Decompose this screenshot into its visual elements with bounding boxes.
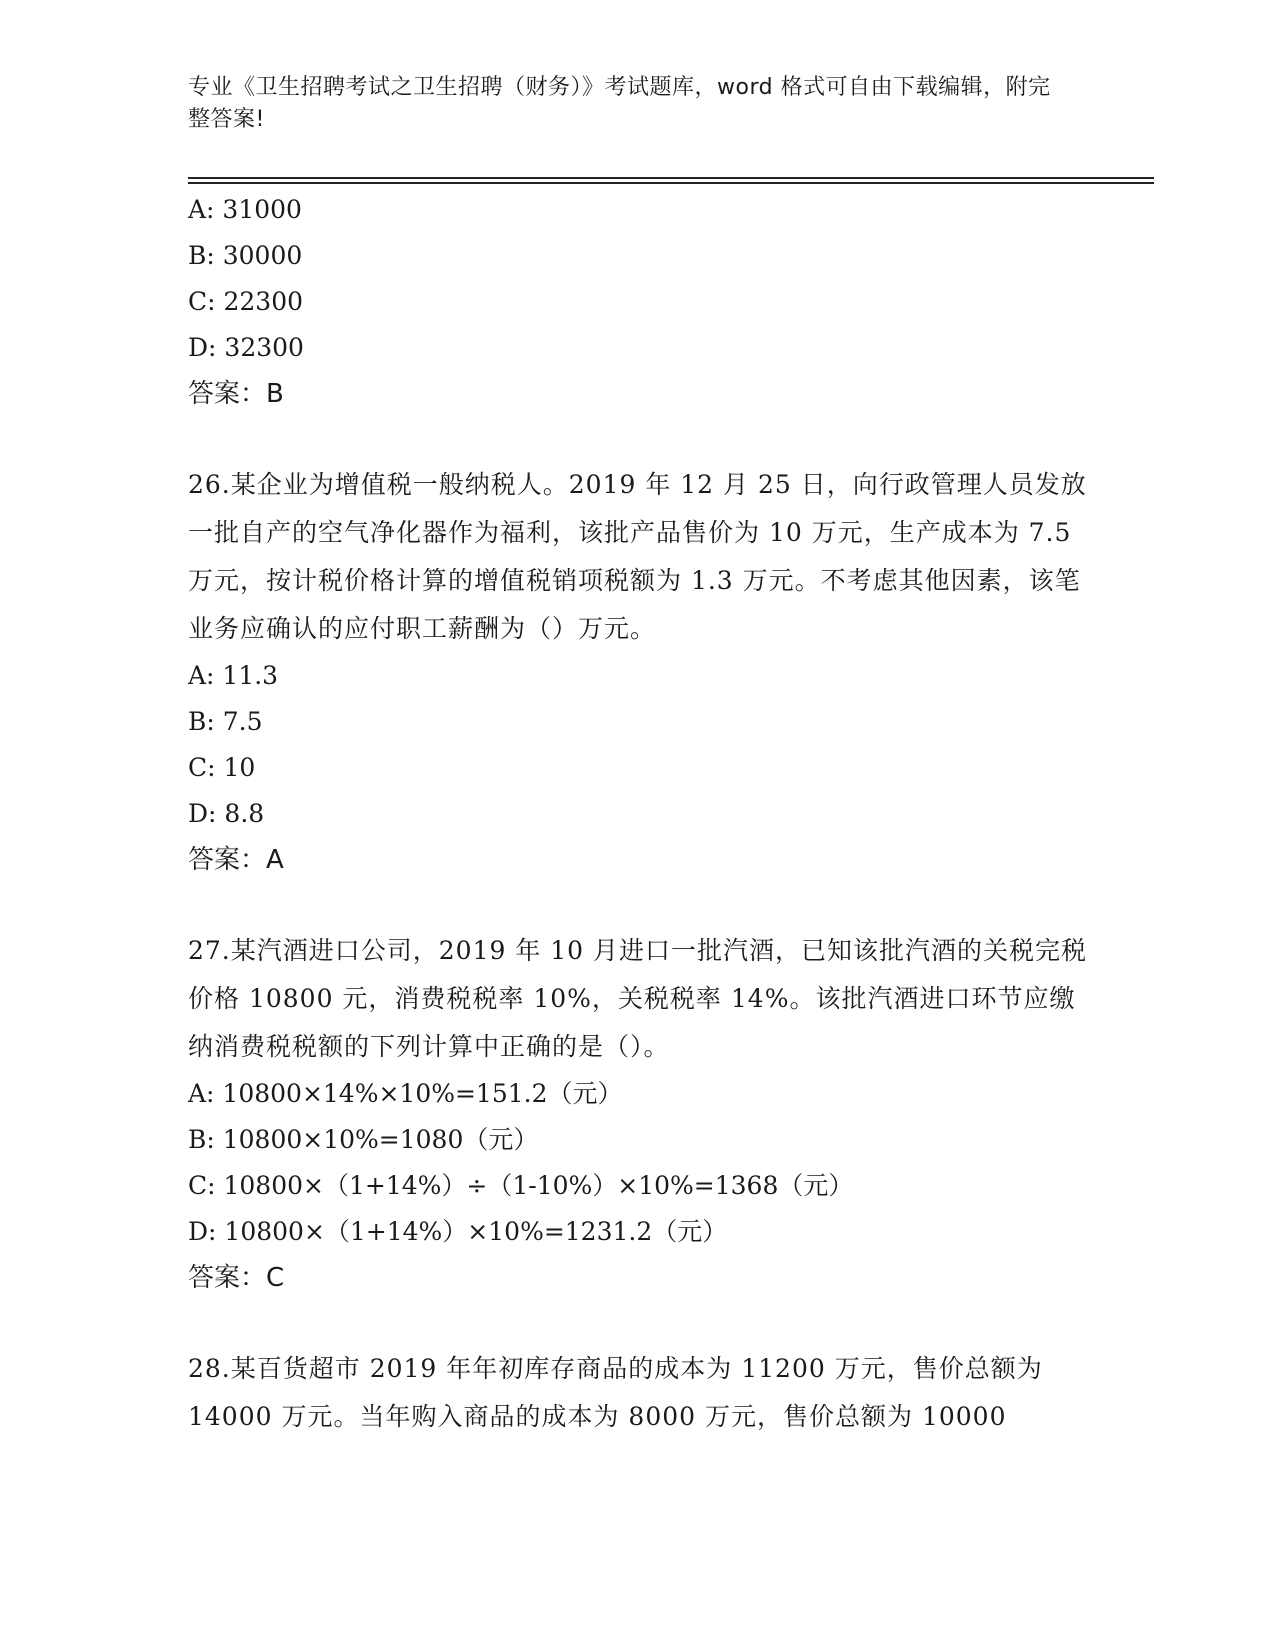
question-block-28 <box>188 1345 1088 1441</box>
option-b: B: 10800×10%=1080（元） <box>188 1125 539 1154</box>
question-text: 26.某企业为增值税一般纳税人。2019 年 12 月 25 日，向行政管理人员发放一批自产的空气净化器作为福利，该批产品售价为 10 万元，生产成本为 7.5 万元，按计税价格计算的增值税销项税额为 1.3 万元。不考虑其他因素，该笔业务应确认的应付职工薪酬为（）万元。 <box>188 470 1087 643</box>
answer: 答案：A <box>188 845 284 875</box>
option-a: A: 10800×14%×10%=151.2（元） <box>188 1079 623 1108</box>
question-content <box>188 187 1088 1441</box>
answer: 答案：B <box>188 379 284 409</box>
question-block-26 <box>188 461 1088 883</box>
option-a: A: 11.3 <box>188 661 279 690</box>
question-text: 27.某汽酒进口公司，2019 年 10 月进口一批汽酒，已知该批汽酒的关税完税价格 10800 元，消费税税率 10%，关税税率 14%。该批汽酒进口环节应缴纳消费税税额的下列计算中正确的是（）。 <box>188 936 1088 1061</box>
question-block-27 <box>188 927 1088 1301</box>
option-c: C: 22300 <box>188 287 304 316</box>
answer: 答案：C <box>188 1263 285 1293</box>
spacer <box>188 417 1088 461</box>
document-header: 专业《卫生招聘考试之卫生招聘（财务）》考试题库，word 格式可自由下载编辑，附完整答案! <box>188 75 1051 132</box>
question-text: 28.某百货超市 2019 年年初库存商品的成本为 11200 万元，售价总额为 14000 万元。当年购入商品的成本为 8000 万元，售价总额为 10000 <box>188 1354 1043 1431</box>
option-d: D: 8.8 <box>188 799 265 828</box>
header-rule-bottom <box>188 182 1154 184</box>
option-a: A: 31000 <box>188 195 302 224</box>
option-c: C: 10 <box>188 753 256 782</box>
header-rule-top <box>188 177 1154 179</box>
option-b: B: 30000 <box>188 241 303 270</box>
option-b: B: 7.5 <box>188 707 263 736</box>
option-c: C: 10800×（1+14%）÷（1-10%）×10%=1368（元） <box>188 1171 854 1200</box>
spacer <box>188 1301 1088 1345</box>
option-d: D: 10800×（1+14%）×10%=1231.2（元） <box>188 1217 728 1246</box>
spacer <box>188 883 1088 927</box>
question-block-25 <box>188 187 1088 417</box>
option-d: D: 32300 <box>188 333 304 362</box>
